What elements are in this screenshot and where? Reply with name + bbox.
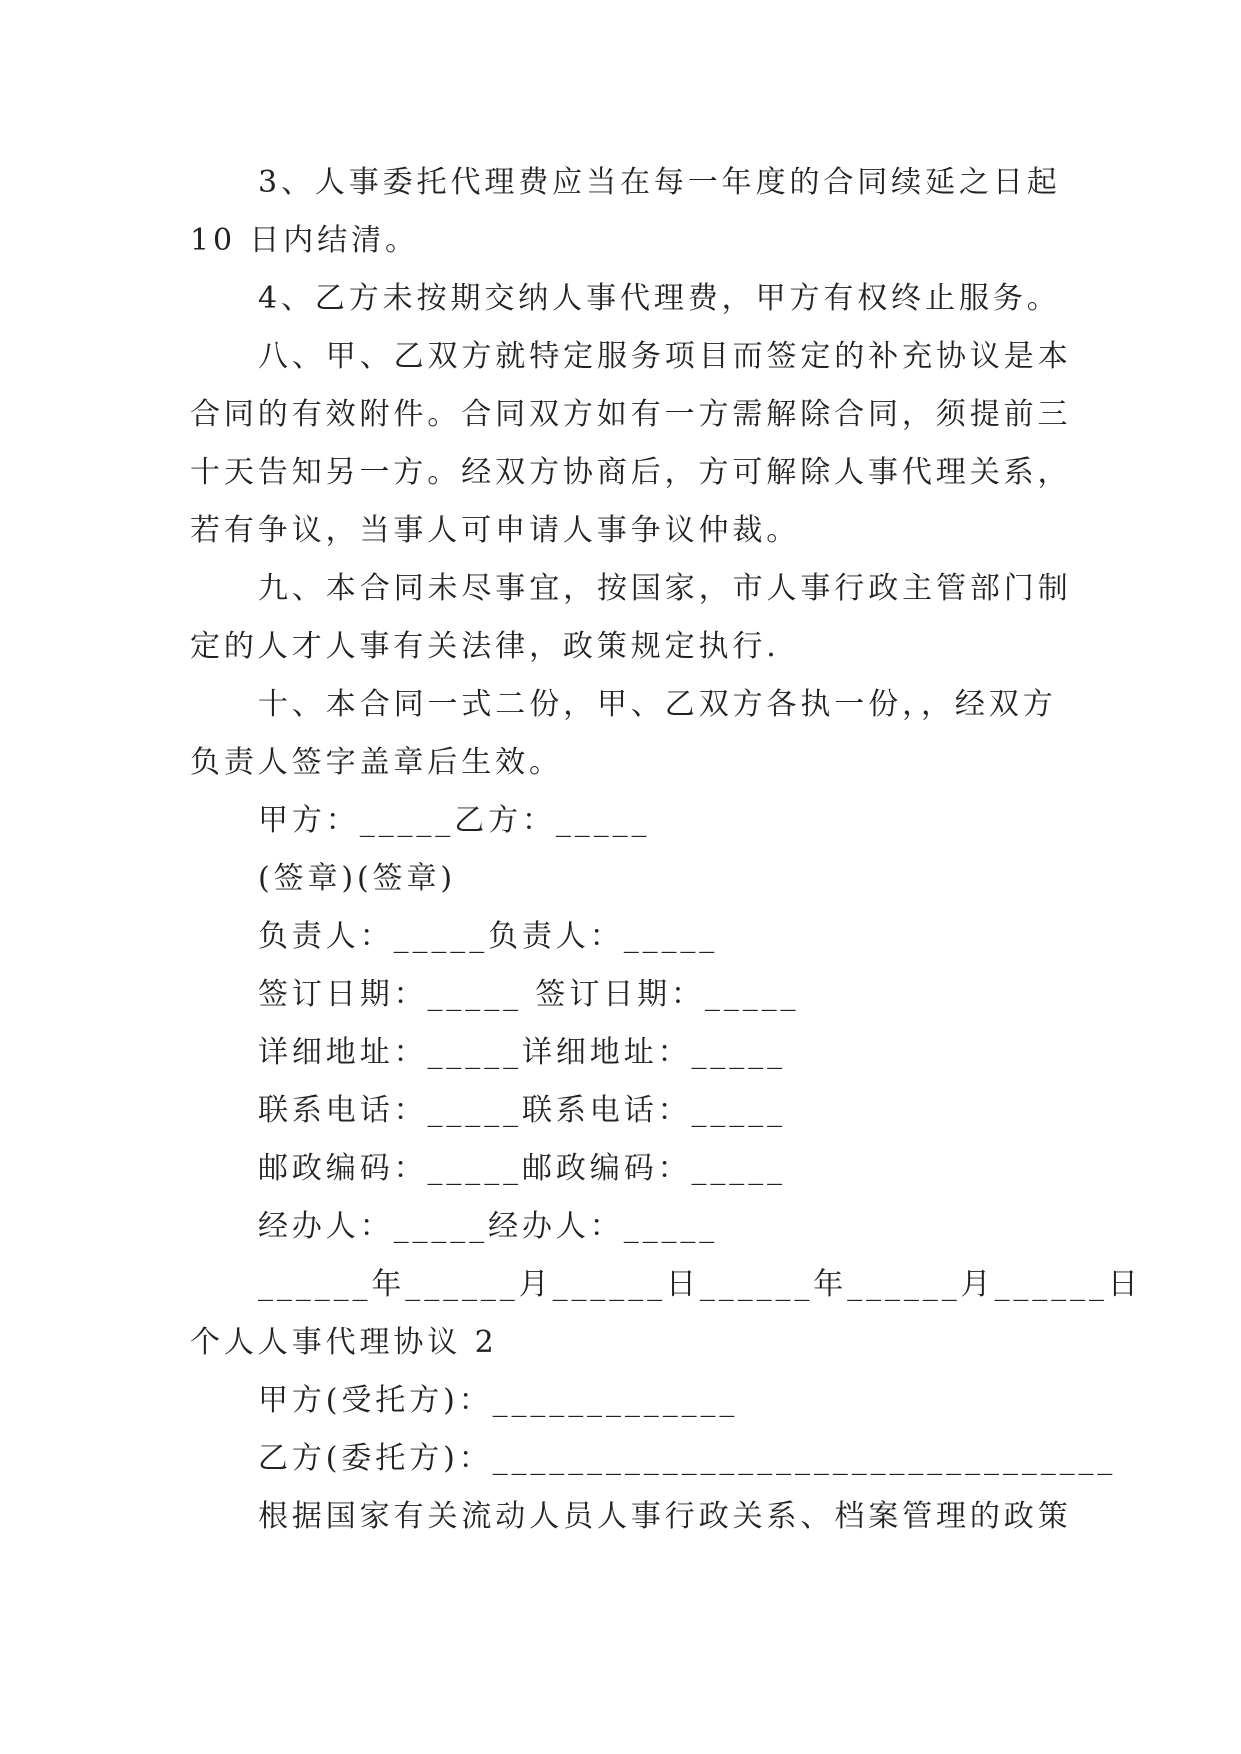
text-line: 八、甲、乙双方就特定服务项目而签定的补充协议是本	[258, 339, 1072, 374]
text-line: 10 日内结清。	[190, 223, 419, 258]
handler-line: 经办人：_____经办人：_____	[258, 1209, 719, 1244]
document-page	[190, 154, 1142, 1546]
text-line: 根据国家有关流动人员人事行政关系、档案管理的政策	[258, 1499, 1072, 1534]
text-line: 十、本合同一式二份，甲、乙双方各执一份，，经双方	[258, 687, 1057, 722]
text-line: 负责人签字盖章后生效。	[190, 745, 563, 780]
text-line: 合同的有效附件。合同双方如有一方需解除合同，须提前三	[190, 397, 1072, 432]
signature-date-line: 签订日期：_____ 签订日期：_____	[258, 977, 800, 1012]
postcode-line: 邮政编码：_____邮政编码：_____	[258, 1151, 786, 1186]
signature-party-line: 甲方：_____乙方：_____	[258, 803, 651, 838]
signature-responsible-line: 负责人：_____负责人：_____	[258, 919, 719, 954]
section-heading: 个人人事代理协议 2	[190, 1325, 498, 1360]
phone-line: 联系电话：_____联系电话：_____	[258, 1093, 786, 1128]
address-line: 详细地址：_____详细地址：_____	[258, 1035, 786, 1070]
text-line: 定的人才人事有关法律，政策规定执行.	[190, 629, 780, 664]
party-a-line: 甲方(受托方)：_____________	[258, 1383, 739, 1418]
text-line: 4、乙方未按期交纳人事代理费，甲方有权终止服务。	[258, 281, 1061, 316]
text-line: 九、本合同未尽事宜，按国家，市人事行政主管部门制	[258, 571, 1072, 606]
text-line: 十天告知另一方。经双方协商后，方可解除人事代理关系，	[190, 455, 1072, 490]
date-blanks-line: ______年______月______日______年______月______日	[258, 1267, 1142, 1302]
signature-seal-line: (签章)(签章)	[258, 861, 457, 896]
text-line: 3、人事委托代理费应当在每一年度的合同续延之日起	[258, 165, 1061, 200]
party-b-line: 乙方(委托方)：_________________________________	[258, 1441, 1117, 1476]
text-line: 若有争议，当事人可申请人事争议仲裁。	[190, 513, 801, 548]
